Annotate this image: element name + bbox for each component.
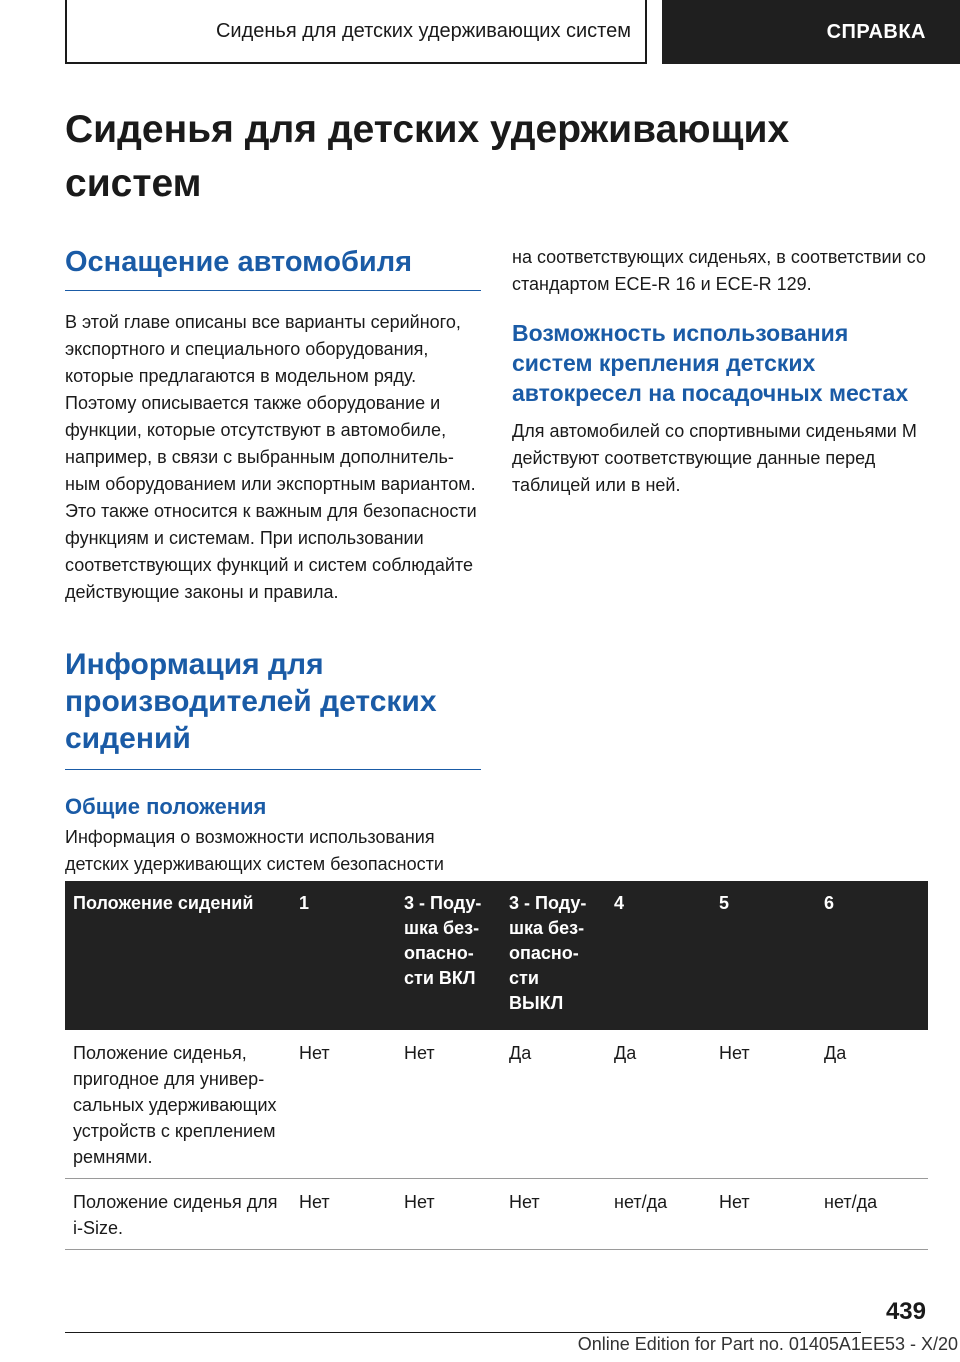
paragraph-possibility: Для автомобилей со спортивными сиденьями M действуют соответствующие данные перед таблицей или в ней. [512,421,917,495]
table-header-row [65,881,928,1030]
table-cell: Нет [396,1179,501,1250]
table-header-cell: 6 [816,881,928,1030]
table-cell: нет/да [816,1179,928,1250]
table-header-cell: 5 [711,881,816,1030]
table-header-cell: 3 - Подушка безопасности ВЫКЛ [501,881,606,1030]
footer-edition: Online Edition for Part no. 01405A1EE53 - X/20 [577,1334,958,1354]
header-section-title [65,0,647,64]
table-cell: Положение сиденья для i-Size. [65,1179,291,1250]
table-header-cell: 4 [606,881,711,1030]
table-cell: Нет [711,1179,816,1250]
footer-divider [65,1332,861,1333]
table-header-cell: Положение сидений [65,881,291,1030]
table-cell: нет/да [606,1179,711,1250]
page-title: Сиденья для детских удерживающих систем [65,108,790,205]
right-column [512,244,928,499]
table-row [65,1179,928,1250]
table-row [65,1030,928,1179]
table-cell: Да [606,1030,711,1179]
heading-general: Общие положения [65,794,267,819]
heading-possibility: Возможность использования систем крепления детских автокресел на посадочных местах [512,320,909,406]
table-cell: Нет [711,1030,816,1179]
paragraph-equipment: В этой главе описаны все варианты серийного, экспортного и специального оборудования, которые предлагаются в модельном ряду. Поэтому описывается также оборудование и функции, которые отсутствуют в автомобиле, например, в связи с выбранным дополнительным оборудованием или экспортным вариантом. Это также относится к важным для безопасности функциям и системам. При использовании соответствующих функций и систем соблюдайте действующие законы и правила. [65,312,477,602]
heading-info: Информация для производителей детских сидений [65,646,481,770]
table-cell: Нет [291,1030,396,1179]
left-column [65,244,481,878]
heading-equipment: Оснащение автомобиля [65,244,481,291]
table-header-cell: 1 [291,881,396,1030]
table-cell: Нет [396,1030,501,1179]
table-cell: Нет [291,1179,396,1250]
header-section-title-text: Сиденья для детских удерживающих систем [215,19,631,42]
table-header-cell: 3 - Подушка безопасности ВКЛ [396,881,501,1030]
seat-positions-table [65,881,928,1250]
page-number: 439 [885,1298,926,1325]
table-cell: Да [501,1030,606,1179]
header-chapter-text: СПРАВКА [826,20,926,43]
header-chapter [662,0,960,64]
paragraph-continued: на соответствующих сиденьях, в соответствии со стандартом ECE-R 16 и ECE-R 129. [512,247,926,294]
table-cell: Нет [501,1179,606,1250]
paragraph-general: Информация о возможности использования детских удерживающих систем безопасности [65,827,444,874]
table-cell: Положение сиденья, пригодное для универсальных удерживающих устройств с креплением ремнями. [65,1030,291,1179]
table-cell: Да [816,1030,928,1179]
